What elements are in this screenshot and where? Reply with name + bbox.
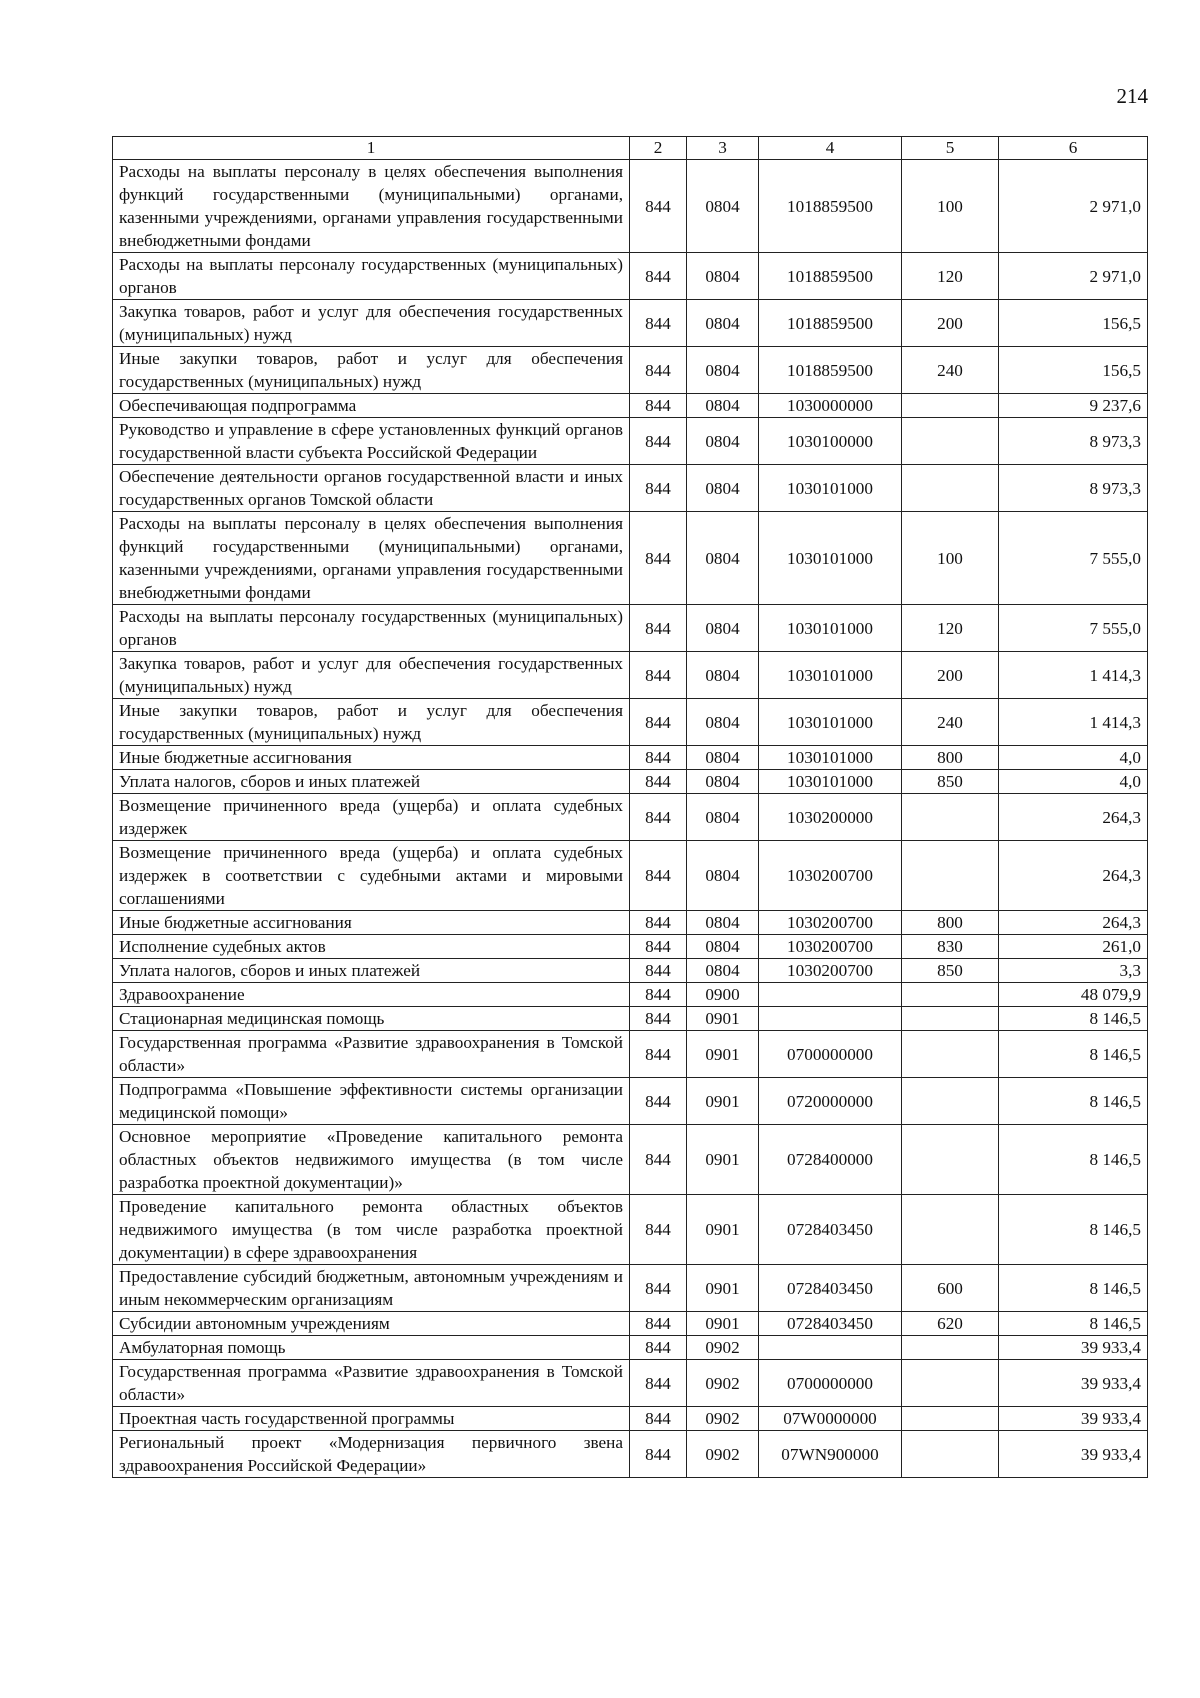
row-csr: 1030200700 [759,841,902,911]
row-vr [902,1407,999,1431]
row-amount: 9 237,6 [999,394,1148,418]
row-name: Обеспечивающая подпрограмма [113,394,630,418]
header-col-1: 1 [113,137,630,160]
table-row [113,699,1148,746]
page-number: 214 [1116,84,1148,108]
row-vr [902,1125,999,1195]
row-csr: 1030101000 [759,746,902,770]
row-rz: 0804 [687,394,759,418]
row-gr: 844 [630,1007,687,1031]
row-name: Расходы на выплаты персоналу государственных (муниципальных) органов [113,253,630,300]
row-csr: 1018859500 [759,160,902,253]
row-csr: 1030101000 [759,512,902,605]
row-csr [759,1336,902,1360]
row-name: Иные бюджетные ассигнования [113,746,630,770]
row-name: Подпрограмма «Повышение эффективности системы организации медицинской помощи» [113,1078,630,1125]
row-csr: 0700000000 [759,1360,902,1407]
row-name: Руководство и управление в сфере установленных функций органов государственной власти субъекта Российской Федерации [113,418,630,465]
row-csr: 1030101000 [759,652,902,699]
row-csr: 0720000000 [759,1078,902,1125]
row-name: Иные бюджетные ассигнования [113,911,630,935]
row-amount: 8 146,5 [999,1125,1148,1195]
row-gr: 844 [630,512,687,605]
row-name: Закупка товаров, работ и услуг для обеспечения государственных (муниципальных) нужд [113,652,630,699]
row-vr [902,1007,999,1031]
row-name: Проектная часть государственной программы [113,1407,630,1431]
row-vr: 240 [902,347,999,394]
row-vr [902,1336,999,1360]
row-gr: 844 [630,1312,687,1336]
row-rz: 0804 [687,935,759,959]
row-gr: 844 [630,1195,687,1265]
row-rz: 0804 [687,465,759,512]
row-amount: 39 933,4 [999,1431,1148,1478]
table-row [113,160,1148,253]
row-vr [902,394,999,418]
row-amount: 7 555,0 [999,512,1148,605]
row-gr: 844 [630,1078,687,1125]
row-csr: 1030200700 [759,959,902,983]
table-row [113,1431,1148,1478]
row-rz: 0901 [687,1007,759,1031]
row-gr: 844 [630,770,687,794]
row-rz: 0902 [687,1336,759,1360]
row-vr [902,1360,999,1407]
row-name: Расходы на выплаты персоналу в целях обеспечения выполнения функций государственными (муниципальными) органами, казенными учреждениями, органами управления государственными внебюджетными фондами [113,160,630,253]
row-vr: 120 [902,253,999,300]
table-row [113,418,1148,465]
row-amount: 8 146,5 [999,1265,1148,1312]
row-amount: 2 971,0 [999,160,1148,253]
row-name: Государственная программа «Развитие здравоохранения в Томской области» [113,1031,630,1078]
row-vr: 100 [902,512,999,605]
row-amount: 8 146,5 [999,1007,1148,1031]
row-vr [902,418,999,465]
row-csr: 1018859500 [759,347,902,394]
row-gr: 844 [630,699,687,746]
row-csr: 07WN900000 [759,1431,902,1478]
row-name: Исполнение судебных актов [113,935,630,959]
row-gr: 844 [630,959,687,983]
row-csr: 1030101000 [759,465,902,512]
table-row [113,841,1148,911]
header-row [113,137,1148,160]
row-rz: 0901 [687,1078,759,1125]
row-gr: 844 [630,418,687,465]
row-gr: 844 [630,841,687,911]
row-name: Обеспечение деятельности органов государственной власти и иных государственных органов Томской области [113,465,630,512]
row-gr: 844 [630,1265,687,1312]
row-amount: 261,0 [999,935,1148,959]
table-row [113,983,1148,1007]
table-row [113,794,1148,841]
row-rz: 0804 [687,959,759,983]
row-vr [902,1431,999,1478]
row-gr: 844 [630,465,687,512]
row-amount: 264,3 [999,841,1148,911]
row-amount: 8 146,5 [999,1312,1148,1336]
row-gr: 844 [630,1336,687,1360]
row-rz: 0804 [687,347,759,394]
row-amount: 8 973,3 [999,418,1148,465]
table-row [113,394,1148,418]
row-name: Государственная программа «Развитие здравоохранения в Томской области» [113,1360,630,1407]
table-row [113,347,1148,394]
row-csr: 1030101000 [759,605,902,652]
row-rz: 0804 [687,512,759,605]
table-row [113,253,1148,300]
row-csr [759,1007,902,1031]
row-name: Иные закупки товаров, работ и услуг для обеспечения государственных (муниципальных) нужд [113,699,630,746]
row-csr: 0700000000 [759,1031,902,1078]
row-name: Предоставление субсидий бюджетным, автономным учреждениям и иным некоммерческим организациям [113,1265,630,1312]
row-vr: 200 [902,652,999,699]
table-row [113,605,1148,652]
table-row [113,959,1148,983]
row-amount: 3,3 [999,959,1148,983]
row-vr: 200 [902,300,999,347]
table-row [113,1265,1148,1312]
table-row [113,1007,1148,1031]
row-amount: 8 146,5 [999,1195,1148,1265]
header-col-2: 2 [630,137,687,160]
row-gr: 844 [630,794,687,841]
row-name: Амбулаторная помощь [113,1336,630,1360]
row-gr: 844 [630,1360,687,1407]
row-rz: 0804 [687,770,759,794]
row-gr: 844 [630,983,687,1007]
row-vr: 800 [902,911,999,935]
row-gr: 844 [630,1407,687,1431]
table-row [113,1336,1148,1360]
row-csr: 1030100000 [759,418,902,465]
row-gr: 844 [630,394,687,418]
row-csr: 1018859500 [759,253,902,300]
row-name: Иные закупки товаров, работ и услуг для обеспечения государственных (муниципальных) нужд [113,347,630,394]
row-rz: 0804 [687,652,759,699]
row-amount: 2 971,0 [999,253,1148,300]
table-row [113,1125,1148,1195]
row-csr: 0728403450 [759,1312,902,1336]
row-name: Основное мероприятие «Проведение капитального ремонта областных объектов недвижимого имущества (в том числе разработка проектной документации)» [113,1125,630,1195]
table-row [113,746,1148,770]
table-row [113,1407,1148,1431]
row-gr: 844 [630,1431,687,1478]
table-body [113,160,1148,1478]
row-rz: 0804 [687,605,759,652]
row-name: Расходы на выплаты персоналу в целях обеспечения выполнения функций государственными (муниципальными) органами, казенными учреждениями, органами управления государственными внебюджетными фондами [113,512,630,605]
row-amount: 39 933,4 [999,1360,1148,1407]
row-vr [902,1195,999,1265]
table-row [113,512,1148,605]
row-amount: 8 973,3 [999,465,1148,512]
row-rz: 0902 [687,1360,759,1407]
row-name: Возмещение причиненного вреда (ущерба) и оплата судебных издержек в соответствии с судебными актами и мировыми соглашениями [113,841,630,911]
row-csr: 0728400000 [759,1125,902,1195]
row-csr: 1030200000 [759,794,902,841]
row-amount: 7 555,0 [999,605,1148,652]
row-csr: 0728403450 [759,1195,902,1265]
row-name: Закупка товаров, работ и услуг для обеспечения государственных (муниципальных) нужд [113,300,630,347]
row-name: Уплата налогов, сборов и иных платежей [113,959,630,983]
table-row [113,1312,1148,1336]
row-vr: 800 [902,746,999,770]
row-name: Проведение капитального ремонта областных объектов недвижимого имущества (в том числе разработка проектной документации) в сфере здравоохранения [113,1195,630,1265]
row-vr [902,841,999,911]
row-rz: 0804 [687,699,759,746]
row-gr: 844 [630,605,687,652]
table-row [113,1031,1148,1078]
row-rz: 0804 [687,160,759,253]
row-rz: 0901 [687,1031,759,1078]
row-rz: 0804 [687,794,759,841]
row-rz: 0804 [687,841,759,911]
row-amount: 156,5 [999,347,1148,394]
row-vr: 830 [902,935,999,959]
row-amount: 4,0 [999,746,1148,770]
row-amount: 8 146,5 [999,1031,1148,1078]
row-vr: 600 [902,1265,999,1312]
row-rz: 0804 [687,253,759,300]
row-rz: 0902 [687,1407,759,1431]
row-name: Расходы на выплаты персоналу государственных (муниципальных) органов [113,605,630,652]
header-col-3: 3 [687,137,759,160]
row-name: Здравоохранение [113,983,630,1007]
row-rz: 0900 [687,983,759,1007]
row-amount: 264,3 [999,911,1148,935]
row-amount: 4,0 [999,770,1148,794]
row-gr: 844 [630,347,687,394]
row-rz: 0804 [687,746,759,770]
row-rz: 0804 [687,418,759,465]
row-amount: 39 933,4 [999,1336,1148,1360]
header-col-5: 5 [902,137,999,160]
row-name: Возмещение причиненного вреда (ущерба) и оплата судебных издержек [113,794,630,841]
row-rz: 0901 [687,1312,759,1336]
row-gr: 844 [630,300,687,347]
row-csr: 1018859500 [759,300,902,347]
row-vr: 620 [902,1312,999,1336]
row-amount: 1 414,3 [999,699,1148,746]
row-name: Региональный проект «Модернизация первичного звена здравоохранения Российской Федерации» [113,1431,630,1478]
row-name: Субсидии автономным учреждениям [113,1312,630,1336]
table-row [113,465,1148,512]
row-csr: 1030101000 [759,770,902,794]
row-name: Стационарная медицинская помощь [113,1007,630,1031]
row-gr: 844 [630,652,687,699]
row-amount: 156,5 [999,300,1148,347]
row-name: Уплата налогов, сборов и иных платежей [113,770,630,794]
table-row [113,1360,1148,1407]
header-col-6: 6 [999,137,1148,160]
row-rz: 0901 [687,1265,759,1312]
header-col-4: 4 [759,137,902,160]
table-row [113,1195,1148,1265]
row-gr: 844 [630,746,687,770]
row-csr: 1030101000 [759,699,902,746]
row-rz: 0804 [687,911,759,935]
row-gr: 844 [630,253,687,300]
row-vr: 120 [902,605,999,652]
row-vr: 850 [902,770,999,794]
row-csr: 1030200700 [759,935,902,959]
budget-table [112,136,1148,1478]
row-gr: 844 [630,160,687,253]
row-vr: 850 [902,959,999,983]
row-rz: 0804 [687,300,759,347]
row-gr: 844 [630,1125,687,1195]
row-rz: 0901 [687,1125,759,1195]
row-amount: 8 146,5 [999,1078,1148,1125]
row-amount: 39 933,4 [999,1407,1148,1431]
table-row [113,935,1148,959]
row-csr: 0728403450 [759,1265,902,1312]
row-gr: 844 [630,935,687,959]
row-vr [902,794,999,841]
row-vr: 100 [902,160,999,253]
row-vr [902,1078,999,1125]
row-vr [902,983,999,1007]
row-csr: 07W0000000 [759,1407,902,1431]
table-row [113,770,1148,794]
row-csr [759,983,902,1007]
row-vr: 240 [902,699,999,746]
row-gr: 844 [630,911,687,935]
row-vr [902,1031,999,1078]
row-csr: 1030200700 [759,911,902,935]
row-amount: 1 414,3 [999,652,1148,699]
table-row [113,652,1148,699]
row-vr [902,465,999,512]
table-row [113,1078,1148,1125]
row-amount: 48 079,9 [999,983,1148,1007]
table-row [113,300,1148,347]
row-rz: 0901 [687,1195,759,1265]
row-gr: 844 [630,1031,687,1078]
table-row [113,911,1148,935]
row-csr: 1030000000 [759,394,902,418]
row-amount: 264,3 [999,794,1148,841]
row-rz: 0902 [687,1431,759,1478]
